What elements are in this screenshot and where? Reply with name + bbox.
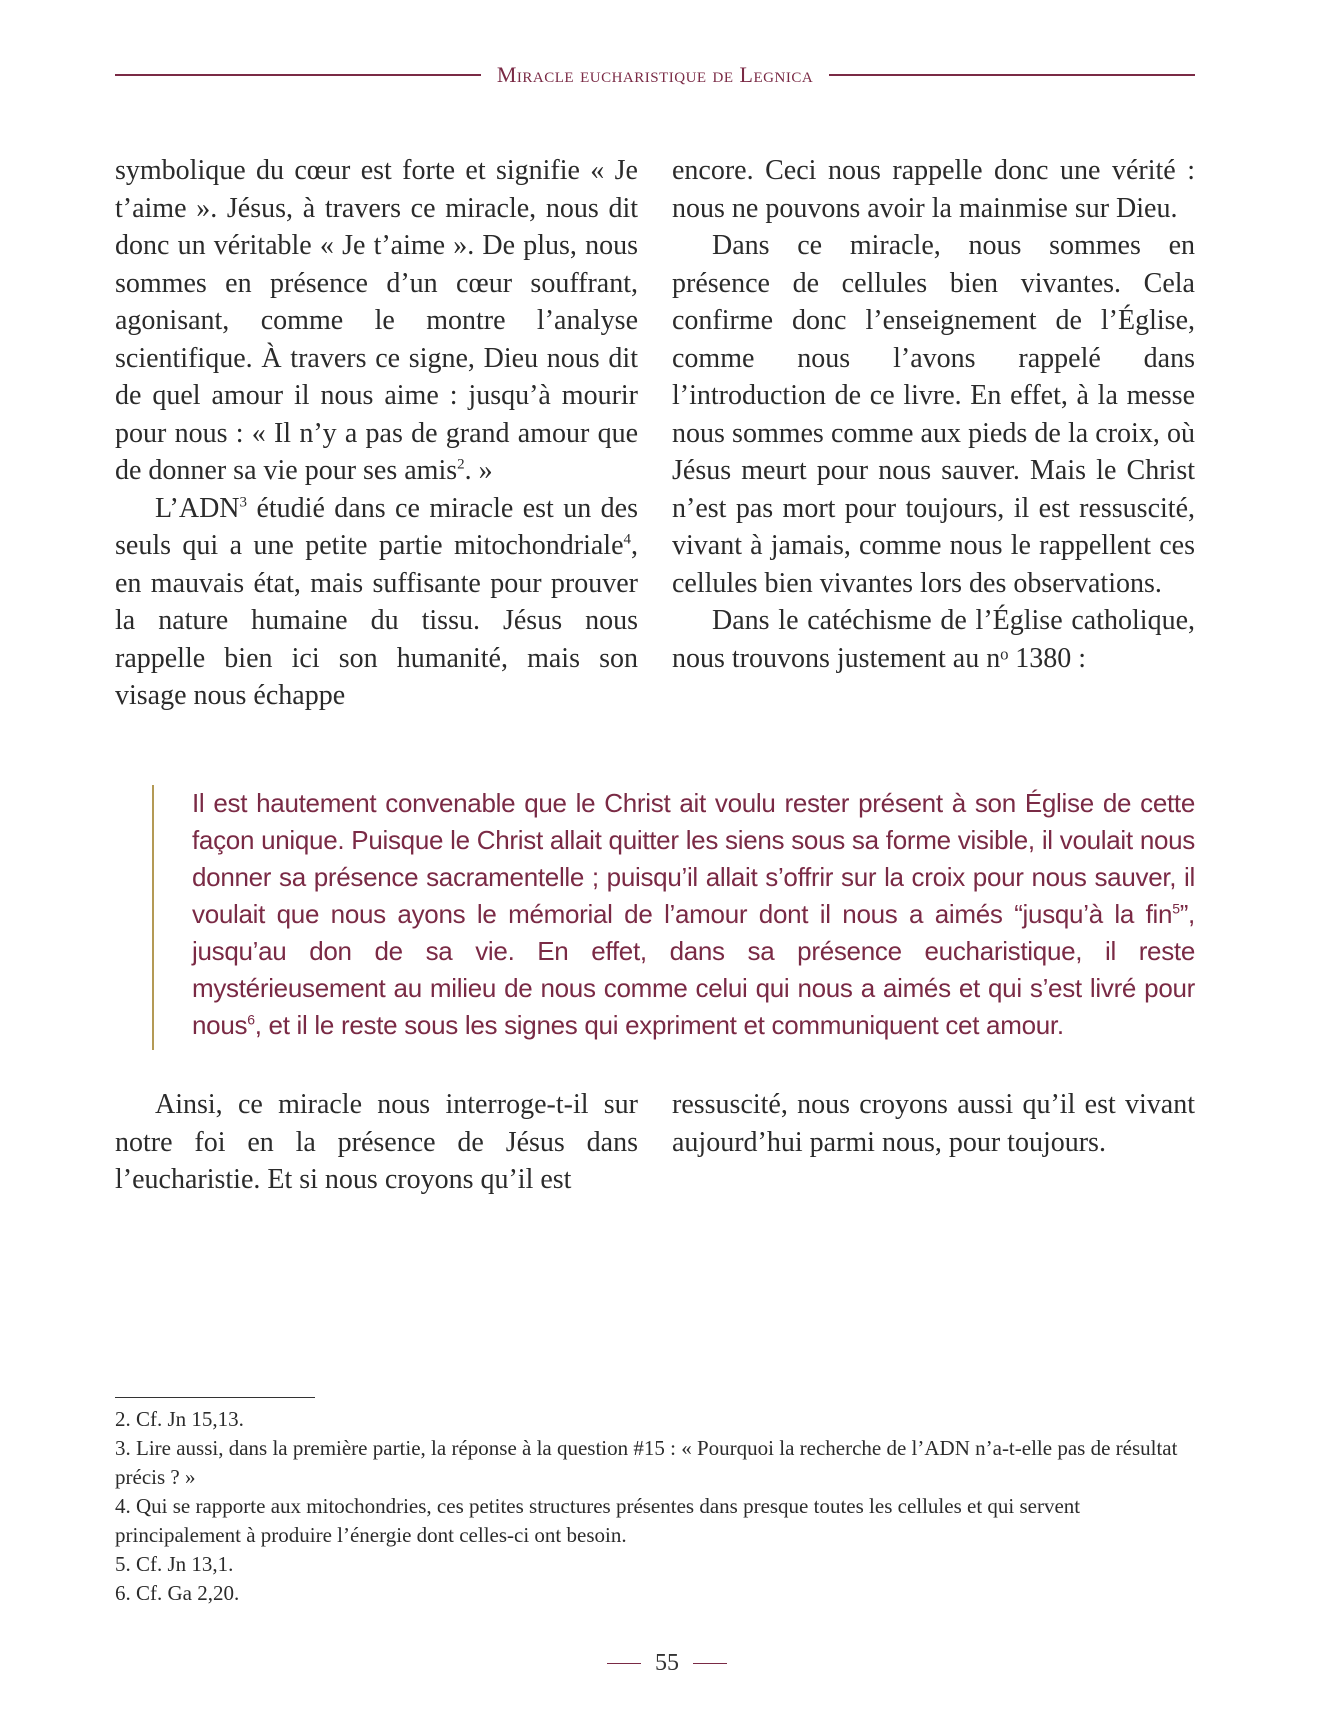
quote-part-3: , et il le reste sous les signes qui expriment et communiquent cet amour. [254, 1010, 1064, 1040]
running-header [115, 55, 1195, 95]
running-header-title: Miracle eucharistique de Legnica [496, 62, 814, 87]
left-p1-text: symbolique du cœur est forte et signifie « Je t’aime ». Jésus, à travers ce miracle, nous dit donc un véritable « Je t’aime ». De plus, nous sommes en présence d’un cœur souffrant, agonisant, comme le montre l’analyse scientifique. À travers ce signe, Dieu nous dit de quel amour il nous aime : jusqu’à mourir pour nous : « Il n’y a pas de grand amour que de donner sa vie pour ses amis [115, 155, 638, 486]
folio-dash-right [693, 1663, 727, 1665]
header-rule-right [829, 74, 1195, 76]
footnote-separator [115, 1397, 315, 1398]
footnote-ref-5: 5 [1172, 900, 1180, 917]
left-paragraph-1 [115, 152, 638, 490]
footnote-ref-2: 2 [457, 456, 465, 473]
right-column [672, 152, 1195, 715]
header-rule-left [115, 74, 481, 76]
bottom-left-column [115, 1086, 638, 1199]
right-paragraph-3: Dans le catéchisme de l’Église catholique, nous trouvons justement au nᵒ 1380 : [672, 605, 1195, 674]
footnote-ref-3: 3 [239, 494, 248, 511]
right-paragraph-2: Dans ce miracle, nous sommes en présence de cellules bien vivantes. Cela confirme donc l’enseignement de l’Église, comme nous l’avons rappelé dans l’introduction de ce livre. En effet, à la messe nous sommes comme aux pieds de la croix, où Jésus meurt pour nous sauver. Mais le Christ n’est pas mort pour toujours, il est ressuscité, vivant à jamais, comme nous le rappellent ces cellules bien vivantes lors des observations. [672, 230, 1195, 599]
right-paragraph-1: encore. Ceci nous rappelle donc une vérité : nous ne pouvons avoir la mainmise sur Dieu. [672, 155, 1195, 224]
left-p2-c: , en mauvais état, mais suffisante pour prouver la nature humaine du tissu. Jésus nous rappelle bien ici son humanité, mais son visage nous échappe [115, 530, 638, 711]
catechism-quote [152, 785, 1195, 1050]
left-p1-end: . » [464, 455, 493, 486]
footnote-item: 3. Lire aussi, dans la première partie, la réponse à la question #15 : « Pourquoi la recherche de l’ADN n’a-t-elle pas de résultat précis ? » [115, 1436, 1178, 1489]
page-folio [0, 1650, 1334, 1677]
quote-part-2: ”, jusqu’au don de sa vie. En effet, dans sa présence eucharistique, il reste mystérieusement au milieu de nous comme celui qui nous a aimés et qui s’est livré pour nous [192, 899, 1195, 1040]
footnote-item: 2. Cf. Jn 15,13. [115, 1407, 244, 1431]
footnote-ref-4: 4 [623, 531, 631, 548]
footnote-item: 5. Cf. Jn 13,1. [115, 1552, 234, 1576]
footnote-item: 4. Qui se rapporte aux mitochondries, ces petites structures présentes dans presque toutes les cellules et qui servent principalement à produire l’énergie dont celles-ci ont besoin. [115, 1494, 1081, 1547]
bottom-text-columns [115, 1086, 1195, 1199]
footnote-item: 6. Cf. Ga 2,20. [115, 1581, 240, 1605]
left-p2-b: étudié dans ce miracle est un des seuls qui a une petite partie mitochondriale [115, 492, 638, 561]
left-paragraph-2 [115, 490, 638, 715]
left-column [115, 152, 638, 715]
top-text-columns [115, 152, 1195, 715]
left-p2-a: L’ADN [155, 492, 240, 524]
footnote-ref-6: 6 [247, 1011, 255, 1028]
bottom-right-paragraph: ressuscité, nous croyons aussi qu’il est vivant aujourd’hui parmi nous, pour toujours. [672, 1089, 1195, 1158]
footnotes [115, 1405, 1195, 1608]
quote-part-1: Il est hautement convenable que le Christ ait voulu rester présent à son Église de cette façon unique. Puisque le Christ allait quitter les siens sous sa forme visible, il voulait nous donner sa présence sacramentelle ; puisqu’il allait s’offrir sur la croix pour nous sauver, il voulait que nous ayons le mémorial de l’amour dont il nous a aimés “jusqu’à la fin [192, 788, 1195, 929]
folio-dash-left [607, 1663, 641, 1665]
bottom-left-paragraph: Ainsi, ce miracle nous interroge-t-il sur notre foi en la présence de Jésus dans l’eucharistie. Et si nous croyons qu’il est [115, 1089, 638, 1195]
page-number: 55 [655, 1650, 679, 1676]
bottom-right-column [672, 1086, 1195, 1199]
